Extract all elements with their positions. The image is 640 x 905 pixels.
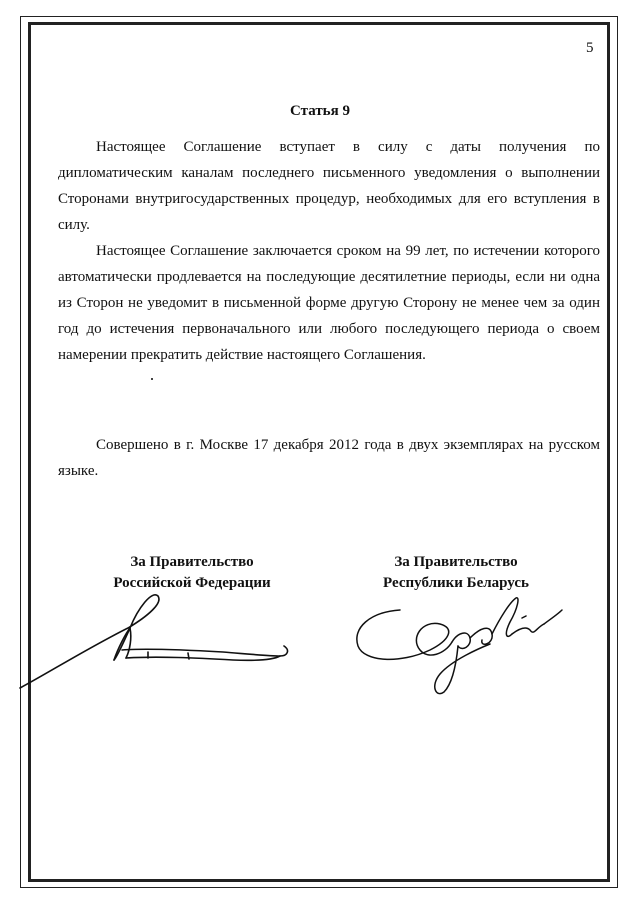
paragraph-term (58, 238, 600, 368)
scan-speck (151, 378, 153, 380)
signatory-line1: За Правительство (394, 554, 518, 570)
handwritten-signature-left (18, 588, 298, 698)
handwritten-signature-right (340, 588, 570, 698)
paragraph-entry-into-force (58, 134, 600, 238)
article-title: Статья 9 (290, 103, 350, 119)
signatory-line2: Российской Федерации (113, 575, 271, 591)
signatory-line2: Республики Беларусь (383, 575, 529, 591)
paragraph-done-at (58, 432, 600, 484)
paragraph-text: Совершено в г. Москве 17 декабря 2012 года в двух экземплярах на русском языке. (58, 437, 600, 479)
page-number: 5 (586, 40, 594, 56)
paragraph-text: Настоящее Соглашение заключается сроком на 99 лет, по истечении которого автоматически продлевается на последующие десятилетние периоды, если ни одна из Сторон не уведомит в письменной форме другую Сторону не менее чем за один год до истечения первоначального или любого последующего периода о своем намерении прекратить действие настоящего Соглашения. (58, 243, 600, 363)
signatory-line1: За Правительство (130, 554, 254, 570)
paragraph-text: Настоящее Соглашение вступает в силу с даты получения по дипломатическим каналам последнего письменного уведомления о выполнении Сторонами внутригосударственных процедур, необходимых для его вступления в силу. (58, 139, 600, 233)
